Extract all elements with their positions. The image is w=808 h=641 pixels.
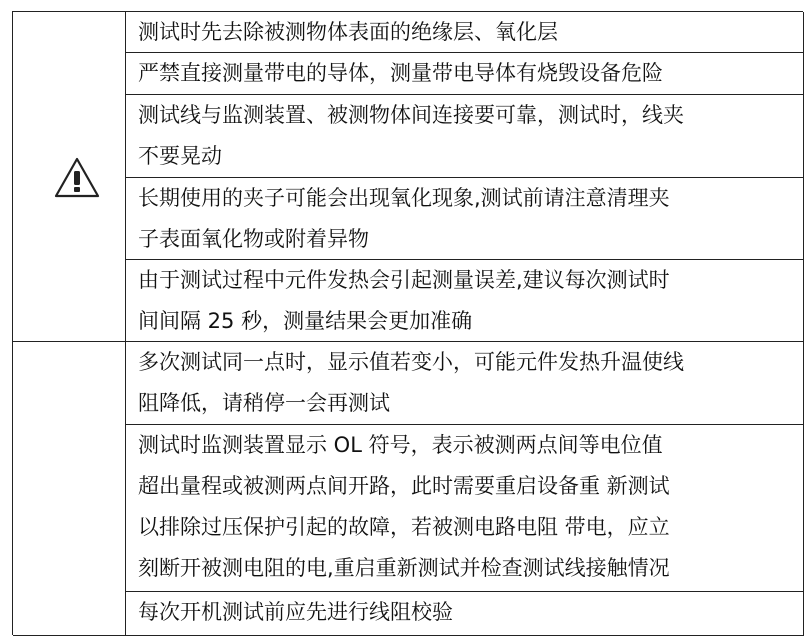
item-text-line: 子表面氧化物或附着异物	[138, 227, 369, 251]
item-text-line: 严禁直接测量带电的导体，测量带电导体有烧毁设备危险	[138, 61, 663, 85]
list-item	[126, 592, 804, 636]
item-text-line: 间间隔 25 秒，测量结果会更加准确	[138, 309, 473, 333]
precautions-table	[12, 11, 803, 635]
list-item	[126, 95, 804, 178]
warning-triangle-icon	[53, 156, 101, 200]
item-text-line: 测试时监测装置显示 OL 符号，表示被测两点间等电位值	[138, 433, 663, 457]
item-text-line: 多次测试同一点时，显示值若变小，可能元件发热升温使线	[138, 350, 684, 374]
item-text-line: 刻断开被测电阻的电,重启重新测试并检查测试线接触情况	[138, 556, 670, 580]
list-item	[126, 260, 804, 342]
empty-icon-cell	[13, 342, 126, 636]
list-item	[126, 178, 804, 260]
item-text-line: 以排除过压保护引起的故障，若被测电路电阻 带电，应立	[138, 515, 670, 539]
item-text-line: 测试线与监测装置、被测物体间连接要可靠，测试时，线夹	[138, 103, 684, 127]
list-item	[126, 425, 804, 592]
item-text-line: 超出量程或被测两点间开路，此时需要重启设备重 新测试	[138, 474, 670, 498]
item-text-line: 阻降低，请稍停一会再测试	[138, 391, 390, 415]
list-item	[126, 342, 804, 425]
item-text-line: 长期使用的夹子可能会出现氧化现象,测试前请注意清理夹	[138, 186, 670, 210]
list-item	[126, 12, 804, 53]
item-text-line: 不要晃动	[138, 144, 222, 168]
item-text-line: 每次开机测试前应先进行线阻校验	[138, 600, 453, 624]
item-text-line: 由于测试过程中元件发热会引起测量误差,建议每次测试时	[138, 268, 670, 292]
list-item	[126, 53, 804, 95]
item-text-line: 测试时先去除被测物体表面的绝缘层、氧化层	[138, 20, 558, 44]
warning-icon-cell	[13, 12, 126, 342]
